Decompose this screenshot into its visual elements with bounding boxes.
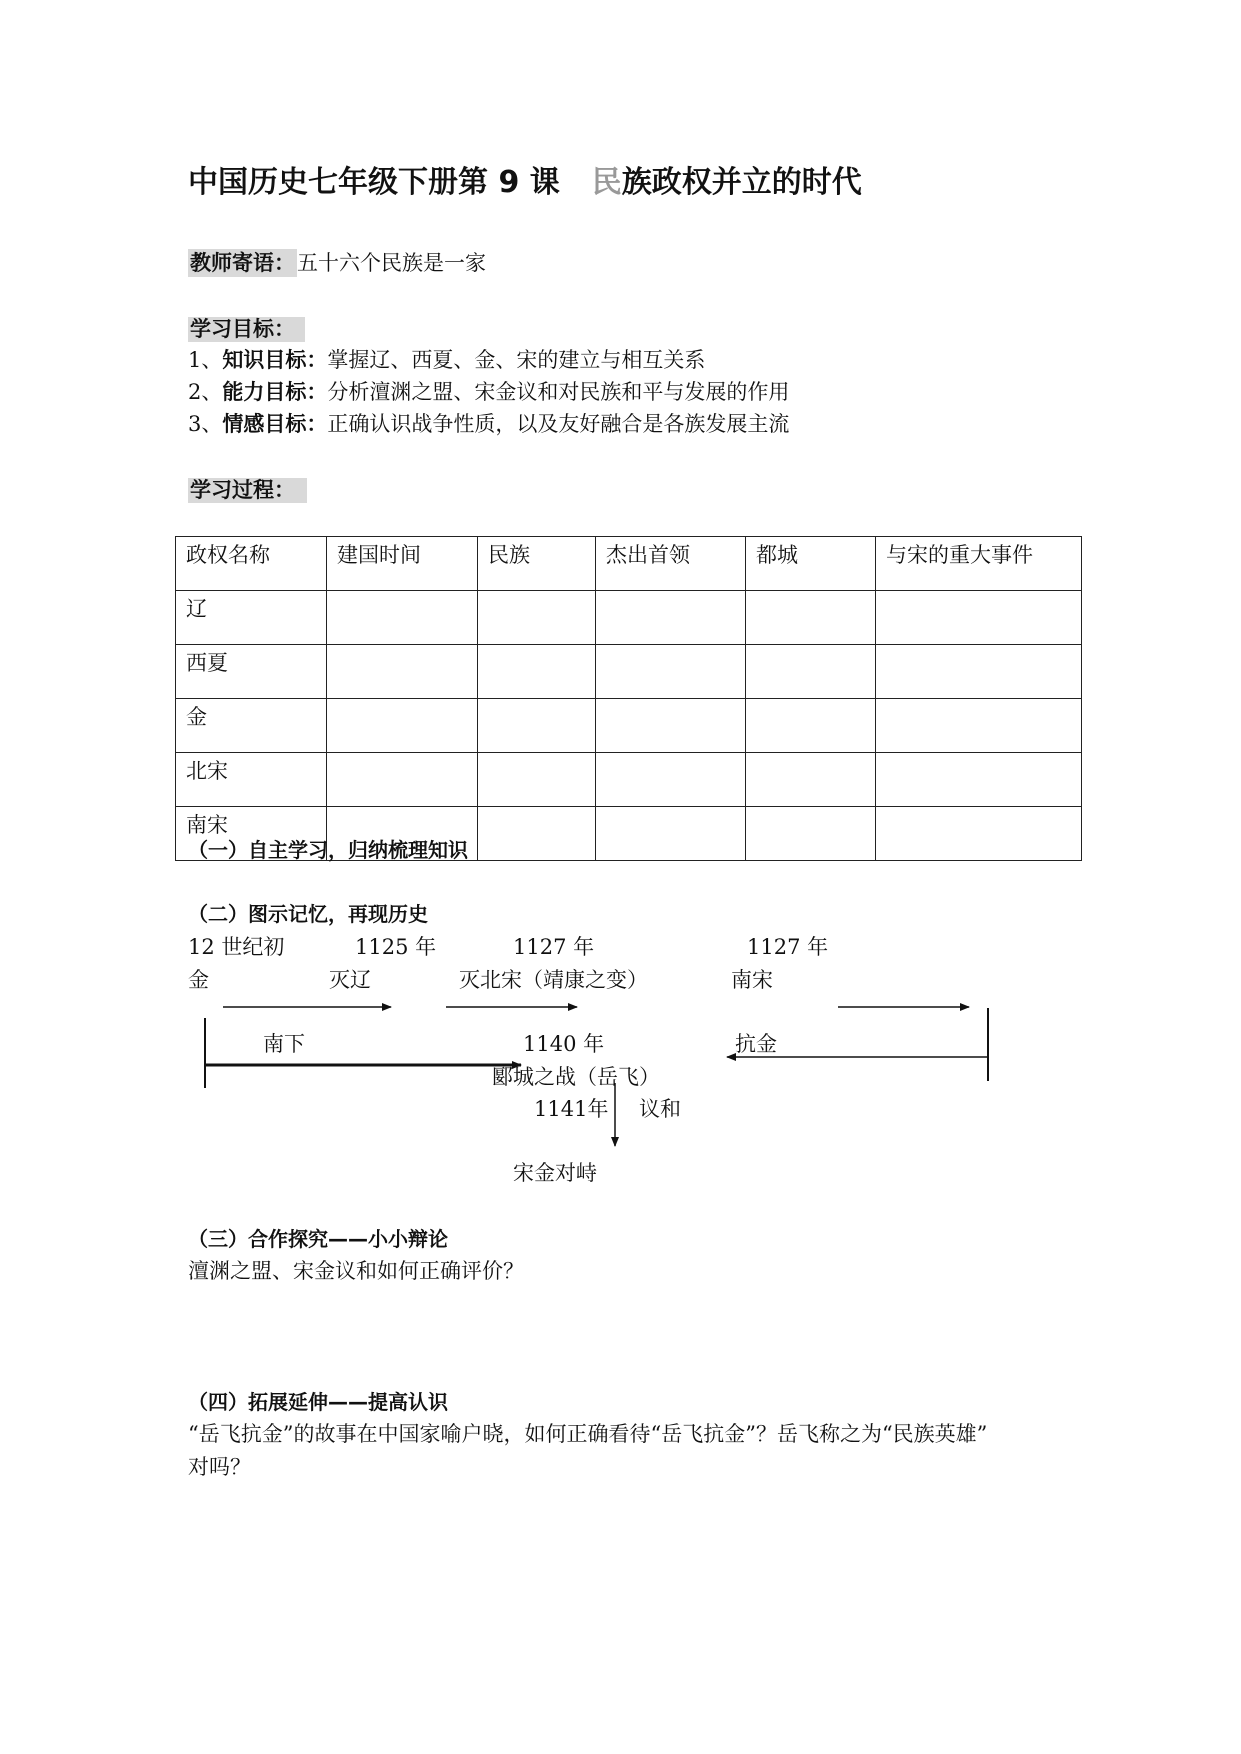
table-row-label: 南宋: [176, 807, 327, 861]
section-4-question-line1: “岳飞抗金”的故事在中国家喻户晓，如何正确看待“岳飞抗金”？岳飞称之为“民族英雄”: [188, 1422, 988, 1446]
teacher-note-text: 五十六个民族是一家: [297, 251, 486, 275]
process-heading: 学习过程：: [188, 478, 307, 503]
table-header-cell: 都城: [746, 537, 876, 591]
goal-text: 分析澶渊之盟、宋金议和对民族和平与发展的作用: [327, 380, 790, 404]
title-main: 中国历史七年级下册第 9 课: [188, 165, 560, 200]
title-rest: 族政权并立的时代: [621, 165, 862, 200]
timeline-event-destroy-northern-song: 灭北宋（靖康之变）: [459, 968, 648, 992]
goals-heading: 学习目标：: [188, 317, 305, 342]
timeline-event-southern-song: 南宋: [731, 968, 773, 992]
section-4-heading: （四）拓展延伸——提高认识: [188, 1390, 448, 1414]
table-row-label: 辽: [176, 591, 327, 645]
timeline-resist-jin: 抗金: [735, 1032, 777, 1056]
goal-num: 3、: [188, 412, 223, 436]
table-row-label: 北宋: [176, 753, 327, 807]
table-header-cell: 政权名称: [176, 537, 327, 591]
timeline-year-1140: 1140 年: [523, 1032, 605, 1056]
table-header-cell: 建国时间: [327, 537, 478, 591]
timeline-year-1127-b: 1127 年: [747, 935, 829, 959]
section-2-heading: （二）图示记忆，再现历史: [188, 902, 428, 926]
goal-num: 1、: [188, 348, 223, 372]
table-row-label: 金: [176, 699, 327, 753]
timeline-south: 南下: [263, 1032, 305, 1056]
goal-label: 知识目标：: [222, 348, 328, 372]
goal-text: 掌握辽、西夏、金、宋的建立与相互关系: [327, 348, 706, 372]
table-row-label: 西夏: [176, 645, 327, 699]
section-1-heading: （一）自主学习，归纳梳理知识: [188, 838, 468, 862]
title-first-char: 民: [591, 165, 622, 200]
section-3-heading: （三）合作探究——小小辩论: [188, 1227, 448, 1251]
timeline-event-destroy-liao: 灭辽: [329, 968, 371, 992]
section-4-question-line2: 对吗？: [188, 1455, 251, 1479]
goal-label: 能力目标：: [222, 380, 328, 404]
timeline-year-1125: 1125 年: [355, 935, 437, 959]
timeline-standoff: 宋金对峙: [513, 1161, 597, 1185]
goal-text: 正确认识战争性质，以及友好融合是各族发展主流: [327, 412, 790, 436]
teacher-note-label: 教师寄语：: [190, 251, 295, 275]
timeline-year-1127-a: 1127 年: [513, 935, 595, 959]
timeline-battle-yancheng: 郾城之战（岳飞）: [492, 1065, 660, 1089]
timeline-year-early12c: 12 世纪初: [188, 935, 285, 959]
section-3-question: 澶渊之盟、宋金议和如何正确评价？: [188, 1259, 524, 1283]
table-header-cell: 杰出首领: [596, 537, 746, 591]
table-header-cell: 与宋的重大事件: [876, 537, 1082, 591]
timeline-peace-talks: 议和: [639, 1097, 681, 1121]
goal-label: 情感目标：: [222, 412, 328, 436]
goal-num: 2、: [188, 380, 223, 404]
timeline-year-1141: 1141年: [534, 1097, 609, 1121]
table-header-cell: 民族: [478, 537, 596, 591]
timeline-event-jin: 金: [188, 968, 209, 992]
